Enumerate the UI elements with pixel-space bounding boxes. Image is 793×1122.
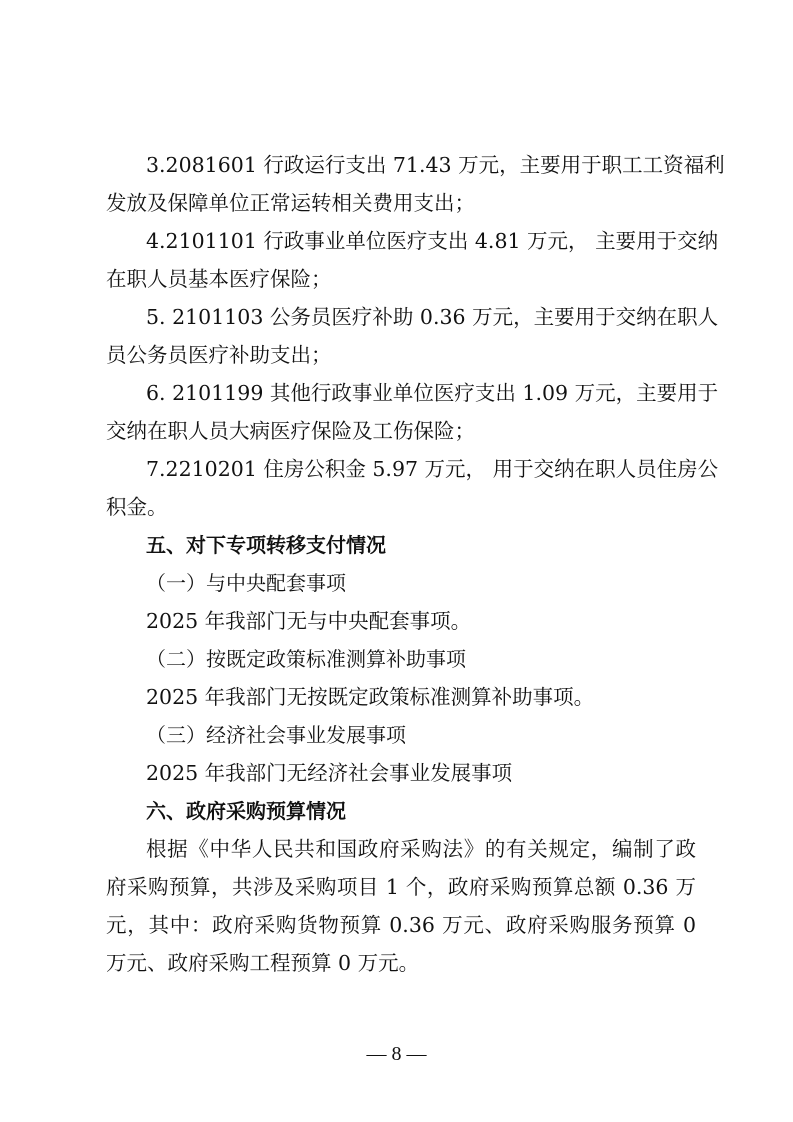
item-5-line-1: 5. 2101103 公务员医疗补助 0.36 万元，主要用于交纳在职人 xyxy=(146,305,719,329)
item-7-line-2: 积金。 xyxy=(106,495,168,519)
section-5-sub-2-text: 2025 年我部门无按既定政策标准测算补助事项。 xyxy=(146,685,595,709)
item-5-line-2: 员公务员医疗补助支出； xyxy=(106,343,332,367)
section-5-sub-3-heading: （三）经济社会事业发展事项 xyxy=(146,723,406,747)
section-6-line-4: 万元、政府采购工程预算 0 万元。 xyxy=(106,951,420,975)
section-6-line-2: 府采购预算，共涉及采购项目 1 个，政府采购预算总额 0.36 万 xyxy=(106,875,696,899)
item-7-line-1: 7.2210201 住房公积金 5.97 万元， 用于交纳在职人员住房公 xyxy=(146,457,719,481)
item-3-line-1: 3.2081601 行政运行支出 71.43 万元，主要用于职工工资福利 xyxy=(146,153,725,177)
page-number: — 8 — xyxy=(366,1043,427,1065)
section-6-line-3: 元，其中：政府采购货物预算 0.36 万元、政府采购服务预算 0 xyxy=(106,913,696,937)
item-4-line-1: 4.2101101 行政事业单位医疗支出 4.81 万元， 主要用于交纳 xyxy=(146,229,719,253)
section-5-heading: 五、对下专项转移支付情况 xyxy=(146,533,386,557)
section-6-line-1: 根据《中华人民共和国政府采购法》的有关规定，编制了政 xyxy=(146,837,696,861)
section-5-sub-1-text: 2025 年我部门无与中央配套事项。 xyxy=(146,609,472,633)
section-6-heading: 六、政府采购预算情况 xyxy=(146,799,346,823)
section-5-sub-2-heading: （二）按既定政策标准测算补助事项 xyxy=(146,647,466,671)
section-5-sub-1-heading: （一）与中央配套事项 xyxy=(146,571,346,595)
item-3-line-2: 发放及保障单位正常运转相关费用支出； xyxy=(106,191,475,215)
item-4-line-2: 在职人员基本医疗保险； xyxy=(106,267,332,291)
section-5-sub-3-text: 2025 年我部门无经济社会事业发展事项 xyxy=(146,761,513,785)
item-6-line-1: 6. 2101199 其他行政事业单位医疗支出 1.09 万元，主要用于 xyxy=(146,381,719,405)
item-6-line-2: 交纳在职人员大病医疗保险及工伤保险； xyxy=(106,419,475,443)
